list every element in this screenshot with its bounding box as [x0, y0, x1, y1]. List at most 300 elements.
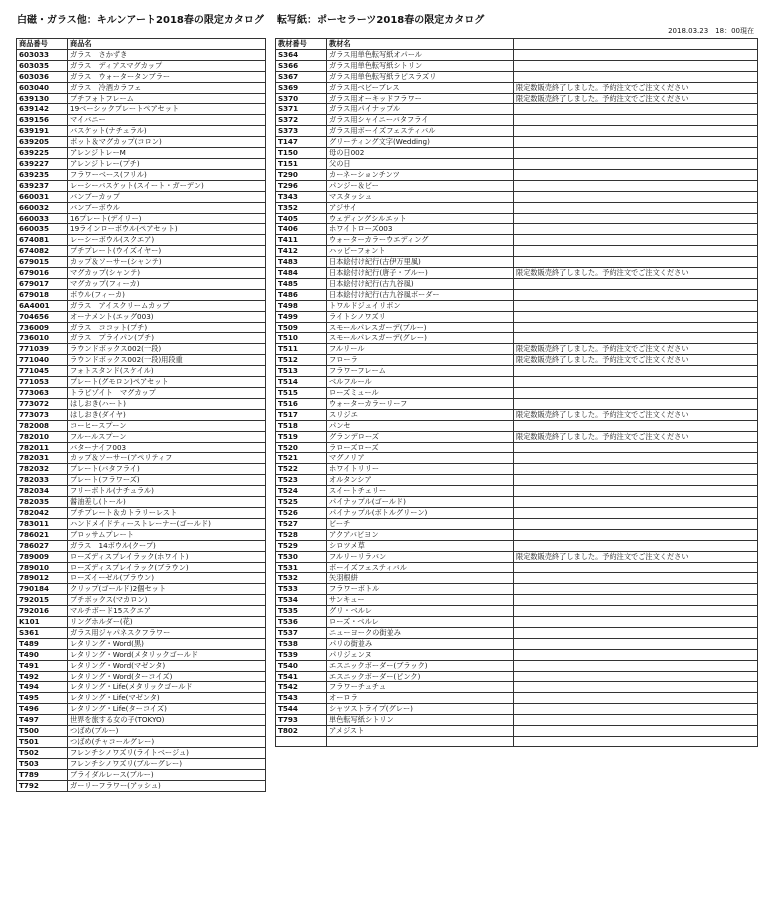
status-note-cell [514, 420, 758, 431]
product-code-cell: 782032 [17, 464, 68, 475]
product-name-cell: プチボックス(マカロン) [68, 595, 266, 606]
material-code-cell: T528 [276, 529, 327, 540]
material-name-cell: ガラス用単色転写紙ラピスラズリ [327, 71, 514, 82]
product-name-cell: ガーリーフラワー(アッシュ) [68, 780, 266, 791]
material-code-cell [276, 737, 327, 747]
material-code-cell: T543 [276, 693, 327, 704]
status-note-cell [514, 649, 758, 660]
table-row [276, 71, 758, 82]
material-name-cell: ガラス用ベビーブレス [327, 82, 514, 93]
product-name-cell: バスケット(ナチュラル) [68, 126, 266, 137]
product-name-cell: ガラス 冷酒カラフェ [68, 82, 266, 93]
product-code-cell: 679018 [17, 289, 68, 300]
product-name-cell: はしおき(ダイヤ) [68, 409, 266, 420]
status-note-cell [514, 584, 758, 595]
table-row [276, 671, 758, 682]
table-row [17, 573, 266, 584]
table-row [17, 169, 266, 180]
table-row [276, 311, 758, 322]
table-row [276, 82, 758, 93]
table-row [276, 551, 758, 562]
material-name-cell: パンジー＆ビー [327, 180, 514, 191]
material-code-cell: T536 [276, 617, 327, 628]
material-name-cell: シロツメ草 [327, 540, 514, 551]
status-note-cell [514, 148, 758, 159]
material-name-cell: ニューヨークの街並み [327, 627, 514, 638]
status-note-cell [514, 213, 758, 224]
table-row [276, 115, 758, 126]
table-row [17, 104, 266, 115]
product-code-cell: 639130 [17, 93, 68, 104]
table-row [17, 617, 266, 628]
material-name-cell: シャツストライプ(グレー) [327, 704, 514, 715]
header-product-code: 商品番号 [17, 39, 68, 50]
table-row [17, 180, 266, 191]
material-name-cell: グランデローズ [327, 431, 514, 442]
table-row [276, 257, 758, 268]
status-note-cell: 限定数販売終了しました。予約注文でご注文ください [514, 93, 758, 104]
table-row [17, 82, 266, 93]
material-name-cell: ホワイトリリー [327, 464, 514, 475]
material-name-cell: ローズ・ベルレ [327, 617, 514, 628]
table-row [17, 595, 266, 606]
table-row [276, 148, 758, 159]
status-note-cell [514, 289, 758, 300]
table-row [17, 300, 266, 311]
product-name-cell: レタリング・Word(マゼンタ) [68, 660, 266, 671]
material-name-cell: オーロラ [327, 693, 514, 704]
table-row [276, 715, 758, 726]
status-note-cell [514, 671, 758, 682]
material-name-cell: 母の日002 [327, 148, 514, 159]
material-name-cell: ガラス用ボーイズフェスティバル [327, 126, 514, 137]
product-code-cell: 603033 [17, 49, 68, 60]
product-name-cell: レタリング・Word(黒) [68, 638, 266, 649]
status-note-cell: 限定数販売終了しました。予約注文でご注文ください [514, 82, 758, 93]
material-code-cell: T516 [276, 398, 327, 409]
table-row [276, 638, 758, 649]
material-code-cell: T518 [276, 420, 327, 431]
product-name-cell: レーシーバスケット(スイート・ガーデン) [68, 180, 266, 191]
table-row [276, 693, 758, 704]
status-note-cell [514, 660, 758, 671]
table-row [276, 300, 758, 311]
table-row [17, 529, 266, 540]
product-code-cell: T792 [17, 780, 68, 791]
material-code-cell: T542 [276, 682, 327, 693]
table-row [17, 562, 266, 573]
product-name-cell: プチプレート＆カトラリーレスト [68, 507, 266, 518]
product-code-cell: 786021 [17, 529, 68, 540]
material-name-cell: 矢羽根絣 [327, 573, 514, 584]
table-row [276, 529, 758, 540]
table-row [17, 420, 266, 431]
status-note-cell [514, 737, 758, 747]
product-code-cell: T492 [17, 671, 68, 682]
material-name-cell: エスニックボーダー(ピンク) [327, 671, 514, 682]
table-row [276, 627, 758, 638]
table-row [17, 126, 266, 137]
table-row [17, 377, 266, 388]
material-name-cell: ビーチ [327, 518, 514, 529]
product-code-cell: T490 [17, 649, 68, 660]
product-code-cell: 782010 [17, 431, 68, 442]
material-code-cell: T499 [276, 311, 327, 322]
product-name-cell: ローズディスプレイラック(ブラウン) [68, 562, 266, 573]
product-name-cell: マルチボード15スクエア [68, 606, 266, 617]
material-name-cell: ラローズローズ [327, 442, 514, 453]
product-code-cell: 639205 [17, 137, 68, 148]
table-row [276, 420, 758, 431]
product-name-cell: レタリング・Life(メタリックゴールド [68, 682, 266, 693]
status-note-cell [514, 704, 758, 715]
table-row [17, 213, 266, 224]
update-date: 2018.03.23 18：00現在 [668, 27, 754, 35]
table-header-row [17, 39, 266, 50]
material-code-cell: T509 [276, 322, 327, 333]
product-name-cell: バンブーボウル [68, 202, 266, 213]
product-code-cell: 674082 [17, 246, 68, 257]
product-name-cell: マグカップ(フィーカ) [68, 278, 266, 289]
table-row [276, 388, 758, 399]
table-row [17, 158, 266, 169]
product-code-cell: T489 [17, 638, 68, 649]
table-row [276, 573, 758, 584]
table-row [17, 693, 266, 704]
table-row [17, 344, 266, 355]
product-name-cell: つばめ(ブルー) [68, 726, 266, 737]
table-row [17, 71, 266, 82]
table-row [17, 224, 266, 235]
table-row [17, 682, 266, 693]
material-name-cell: フルリーリラバン [327, 551, 514, 562]
status-note-cell [514, 246, 758, 257]
material-code-cell: T405 [276, 213, 327, 224]
material-name-cell: エスニックボーダー(ブラック) [327, 660, 514, 671]
product-name-cell: ガラス プライパン(プチ) [68, 333, 266, 344]
table-row [17, 649, 266, 660]
material-name-cell: フラワーフレーム [327, 366, 514, 377]
table-row [17, 486, 266, 497]
status-note-cell [514, 191, 758, 202]
material-code-cell: T535 [276, 606, 327, 617]
status-note-cell: 限定数販売終了しました。予約注文でご注文ください [514, 355, 758, 366]
status-note-cell [514, 377, 758, 388]
material-name-cell [327, 737, 514, 747]
table-row [17, 704, 266, 715]
product-code-cell: 771039 [17, 344, 68, 355]
material-name-cell: ボーイズフェスティバル [327, 562, 514, 573]
material-name-cell: パリの街並み [327, 638, 514, 649]
material-code-cell: S372 [276, 115, 327, 126]
table-row [276, 224, 758, 235]
status-note-cell [514, 158, 758, 169]
status-note-cell [514, 595, 758, 606]
table-row [17, 355, 266, 366]
table-row [17, 93, 266, 104]
status-note-cell [514, 202, 758, 213]
table-row [276, 464, 758, 475]
left-catalog-title: 白磁・ガラス他：キルンアート2018春の限定カタログ [17, 15, 264, 26]
product-name-cell: レーシーボウル(スクエア) [68, 235, 266, 246]
status-note-cell [514, 49, 758, 60]
product-code-cell: 660031 [17, 191, 68, 202]
status-note-cell [514, 300, 758, 311]
status-note-cell [514, 497, 758, 508]
material-name-cell: アクアバビヨン [327, 529, 514, 540]
table-row [276, 617, 758, 628]
product-name-cell: ブロッサムプレート [68, 529, 266, 540]
product-code-cell: 639235 [17, 169, 68, 180]
status-note-cell [514, 104, 758, 115]
status-note-cell [514, 180, 758, 191]
product-name-cell: バターナイフ003 [68, 442, 266, 453]
table-row [276, 93, 758, 104]
product-name-cell: ガラス さかずき [68, 49, 266, 60]
material-name-cell: 日本絵付け紀行(古伊万里風) [327, 257, 514, 268]
table-row [17, 322, 266, 333]
product-name-cell: つばめ(チャコールグレー) [68, 737, 266, 748]
material-name-cell: フラワーボトル [327, 584, 514, 595]
status-note-cell [514, 726, 758, 737]
material-code-cell: T147 [276, 137, 327, 148]
material-name-cell: パイナップル(ボトルグリーン) [327, 507, 514, 518]
product-name-cell: アレンジトレーM [68, 148, 266, 159]
product-code-cell: 660033 [17, 213, 68, 224]
table-row [276, 540, 758, 551]
table-row [276, 366, 758, 377]
material-name-cell: アジサイ [327, 202, 514, 213]
product-name-cell: レタリング・Word(ターコイズ) [68, 671, 266, 682]
table-row [17, 780, 266, 791]
material-name-cell: アメジスト [327, 726, 514, 737]
material-name-cell: ガラス用単色転写紙シトリン [327, 60, 514, 71]
table-row [17, 409, 266, 420]
status-note-cell [514, 475, 758, 486]
status-note-cell [514, 464, 758, 475]
table-row [276, 475, 758, 486]
material-name-cell: スイートチェリー [327, 486, 514, 497]
product-name-cell: ローズイーゼル(ブラウン) [68, 573, 266, 584]
material-code-cell: T531 [276, 562, 327, 573]
table-row [17, 518, 266, 529]
table-row [276, 486, 758, 497]
product-name-cell: フォトスタンド(スケイル) [68, 366, 266, 377]
table-row [17, 431, 266, 442]
table-row [276, 137, 758, 148]
material-code-cell: T486 [276, 289, 327, 300]
status-note-cell [514, 617, 758, 628]
status-note-cell: 限定数販売終了しました。予約注文でご注文ください [514, 268, 758, 279]
material-code-cell: T510 [276, 333, 327, 344]
product-name-cell: 醤油差し(トール) [68, 497, 266, 508]
product-code-cell: T501 [17, 737, 68, 748]
material-code-cell: T151 [276, 158, 327, 169]
status-note-cell [514, 507, 758, 518]
product-code-cell: S361 [17, 627, 68, 638]
material-name-cell: カーネーションチンツ [327, 169, 514, 180]
product-name-cell: マグカップ(シャンテ) [68, 268, 266, 279]
table-row [17, 191, 266, 202]
product-code-cell: 679017 [17, 278, 68, 289]
product-name-cell: レタリング・Life(マゼンタ) [68, 693, 266, 704]
material-code-cell: T514 [276, 377, 327, 388]
material-name-cell: トワルドジュイリボン [327, 300, 514, 311]
product-code-cell: 736009 [17, 322, 68, 333]
header-product-name: 商品名 [68, 39, 266, 50]
status-note-cell [514, 453, 758, 464]
table-row [17, 769, 266, 780]
table-row [17, 311, 266, 322]
status-note-cell [514, 518, 758, 529]
status-note-cell [514, 606, 758, 617]
kiln-art-catalog-table [16, 38, 266, 792]
material-code-cell: T532 [276, 573, 327, 584]
table-row [276, 126, 758, 137]
material-code-cell: T793 [276, 715, 327, 726]
table-header-row [276, 39, 758, 50]
product-code-cell: 773072 [17, 398, 68, 409]
table-row [276, 682, 758, 693]
product-code-cell: 789010 [17, 562, 68, 573]
status-note-cell [514, 627, 758, 638]
material-name-cell: マグノリア [327, 453, 514, 464]
product-code-cell: 603040 [17, 82, 68, 93]
product-code-cell: 674081 [17, 235, 68, 246]
product-code-cell: 639191 [17, 126, 68, 137]
table-row [276, 191, 758, 202]
table-row [17, 115, 266, 126]
material-code-cell: T541 [276, 671, 327, 682]
table-row [17, 246, 266, 257]
table-row [17, 49, 266, 60]
table-row [276, 49, 758, 60]
material-code-cell: T538 [276, 638, 327, 649]
product-code-cell: 639237 [17, 180, 68, 191]
product-code-cell: 736010 [17, 333, 68, 344]
table-row [17, 333, 266, 344]
material-code-cell: S367 [276, 71, 327, 82]
product-name-cell: ガラス ココット(プチ) [68, 322, 266, 333]
table-row [17, 475, 266, 486]
product-code-cell: 782042 [17, 507, 68, 518]
table-row [17, 627, 266, 638]
status-note-cell [514, 682, 758, 693]
table-row [17, 726, 266, 737]
product-code-cell: 771040 [17, 355, 68, 366]
product-code-cell: 771045 [17, 366, 68, 377]
table-row [17, 268, 266, 279]
product-name-cell: プレート(バタフライ) [68, 464, 266, 475]
product-code-cell: T789 [17, 769, 68, 780]
material-code-cell: S364 [276, 49, 327, 60]
status-note-cell [514, 442, 758, 453]
product-code-cell: T494 [17, 682, 68, 693]
product-name-cell: ガラス 14ボウル(クープ) [68, 540, 266, 551]
product-code-cell: 782031 [17, 453, 68, 464]
status-note-cell [514, 388, 758, 399]
table-row [17, 388, 266, 399]
material-code-cell: T412 [276, 246, 327, 257]
product-name-cell: プチフォトフレーム [68, 93, 266, 104]
table-row [17, 442, 266, 453]
product-name-cell: ブライダルレース(ブルー) [68, 769, 266, 780]
status-note-cell [514, 235, 758, 246]
status-note-cell [514, 333, 758, 344]
material-code-cell: T150 [276, 148, 327, 159]
status-note-cell [514, 71, 758, 82]
table-row [276, 289, 758, 300]
product-code-cell: 773073 [17, 409, 68, 420]
table-row [276, 180, 758, 191]
table-row [17, 202, 266, 213]
product-name-cell: フルールスプーン [68, 431, 266, 442]
material-name-cell: フローラ [327, 355, 514, 366]
material-code-cell: T523 [276, 475, 327, 486]
material-name-cell: 日本絵付け紀行(古九谷風) [327, 278, 514, 289]
product-name-cell: リングホルダー(花) [68, 617, 266, 628]
status-note-cell [514, 715, 758, 726]
product-name-cell: カップ＆ソーサー(シャンテ) [68, 257, 266, 268]
table-row [276, 202, 758, 213]
material-code-cell: T530 [276, 551, 327, 562]
product-name-cell: ガラス用ジャパネスクフラワー [68, 627, 266, 638]
material-code-cell: T290 [276, 169, 327, 180]
table-row [17, 540, 266, 551]
material-code-cell: T525 [276, 497, 327, 508]
product-code-cell: 639156 [17, 115, 68, 126]
table-row [17, 398, 266, 409]
table-row [276, 60, 758, 71]
product-code-cell: T502 [17, 747, 68, 758]
product-code-cell: 792016 [17, 606, 68, 617]
table-row [276, 453, 758, 464]
product-name-cell: プレート(グモロン)ペアセット [68, 377, 266, 388]
material-name-cell: オルタンシア [327, 475, 514, 486]
product-code-cell: T503 [17, 758, 68, 769]
product-name-cell: レタリング・Life(ターコイズ) [68, 704, 266, 715]
table-row [276, 235, 758, 246]
status-note-cell [514, 366, 758, 377]
product-code-cell: 789009 [17, 551, 68, 562]
product-name-cell: はしおき(ハート) [68, 398, 266, 409]
product-code-cell: 782008 [17, 420, 68, 431]
table-row [276, 704, 758, 715]
status-note-cell: 限定数販売終了しました。予約注文でご注文ください [514, 431, 758, 442]
material-name-cell: ガラス用シャイニーバタフライ [327, 115, 514, 126]
status-note-cell [514, 126, 758, 137]
material-name-cell: フルリール [327, 344, 514, 355]
material-name-cell: グリ・ベルレ [327, 606, 514, 617]
table-row [276, 322, 758, 333]
material-name-cell: ウェディングシルエット [327, 213, 514, 224]
material-name-cell: パリジェンヌ [327, 649, 514, 660]
status-note-cell [514, 278, 758, 289]
product-code-cell: T495 [17, 693, 68, 704]
table-row [276, 562, 758, 573]
table-row [276, 169, 758, 180]
table-row [276, 606, 758, 617]
product-code-cell: T491 [17, 660, 68, 671]
material-name-cell: グリーティング文字(Wedding) [327, 137, 514, 148]
table-row [276, 377, 758, 388]
status-note-cell [514, 257, 758, 268]
table-row [17, 671, 266, 682]
product-code-cell: 790184 [17, 584, 68, 595]
status-note-cell [514, 224, 758, 235]
porcelarts-catalog-table [275, 38, 758, 747]
material-code-cell: T520 [276, 442, 327, 453]
